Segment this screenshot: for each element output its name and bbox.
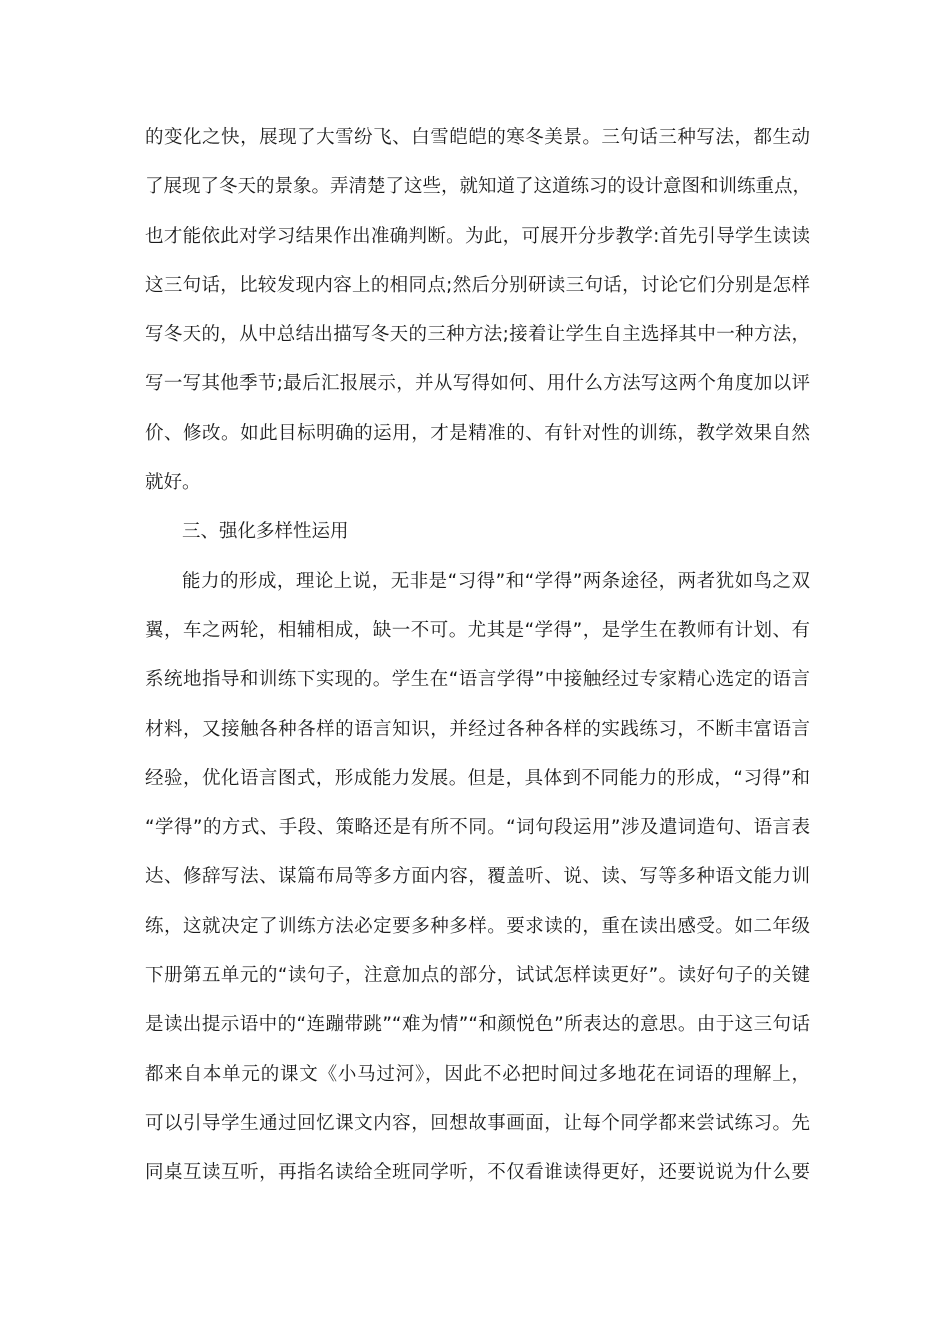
text-line: 这三句话，比较发现内容上的相同点;然后分别研读三句话，讨论它们分别是怎样 bbox=[145, 274, 810, 296]
text-line: 也才能依此对学习结果作出准确判断。为此，可展开分步教学:首先引导学生读读 bbox=[145, 225, 810, 247]
text-line: 达、修辞写法、谋篇布局等多方面内容，覆盖听、说、读、写等多种语文能力训 bbox=[145, 866, 810, 888]
text-line: 可以引导学生通过回忆课文内容，回想故事画面，让每个同学都来尝试练习。先 bbox=[145, 1112, 810, 1134]
text-line: 能力的形成，理论上说，无非是“习得”和“学得”两条途径，两者犹如鸟之双 bbox=[182, 570, 810, 592]
text-line: 就好。 bbox=[145, 472, 201, 494]
text-line: 练，这就决定了训练方法必定要多种多样。要求读的，重在读出感受。如二年级 bbox=[145, 915, 810, 937]
text-line: 了展现了冬天的景象。弄清楚了这些，就知道了这道练习的设计意图和训练重点， bbox=[145, 176, 812, 198]
document-body bbox=[145, 120, 810, 1205]
text-line: 翼，车之两轮，相辅相成，缺一不可。尤其是“学得”，是学生在教师有计划、有 bbox=[145, 619, 810, 641]
text-line: 系统地指导和训练下实现的。学生在“语言学得”中接触经过专家精心选定的语言 bbox=[145, 669, 810, 691]
text-line: 都来自本单元的课文《小马过河》，因此不必把时间过多地花在词语的理解上， bbox=[145, 1063, 810, 1085]
text-line: “学得”的方式、手段、策略还是有所不同。“词句段运用”涉及遣词造句、语言表 bbox=[145, 817, 810, 839]
section-heading-text: 三、强化多样性运用 bbox=[182, 521, 349, 543]
text-line: 写一写其他季节;最后汇报展示，并从写得如何、用什么方法写这两个角度加以评 bbox=[145, 373, 810, 395]
text-line: 同桌互读互听，再指名读给全班同学听，不仅看谁读得更好，还要说说为什么要 bbox=[145, 1162, 810, 1184]
text-line: 是读出提示语中的“连蹦带跳”“难为情”“和颜悦色”所表达的意思。由于这三句话 bbox=[145, 1014, 810, 1036]
text-line: 经验，优化语言图式，形成能力发展。但是，具体到不同能力的形成，“习得”和 bbox=[145, 767, 810, 789]
section-heading bbox=[145, 514, 810, 563]
text-line: 价、修改。如此目标明确的运用，才是精准的、有针对性的训练，教学效果自然 bbox=[145, 422, 810, 444]
paragraph-p2 bbox=[145, 564, 810, 1205]
text-line: 材料，又接触各种各样的语言知识，并经过各种各样的实践练习，不断丰富语言 bbox=[145, 718, 810, 740]
text-line: 下册第五单元的“读句子，注意加点的部分，试试怎样读更好”。读好句子的关键 bbox=[145, 965, 810, 987]
text-line: 写冬天的，从中总结出描写冬天的三种方法;接着让学生自主选择其中一种方法， bbox=[145, 324, 810, 346]
text-line: 的变化之快，展现了大雪纷飞、白雪皑皑的寒冬美景。三句话三种写法，都生动 bbox=[145, 127, 810, 148]
paragraph-p1 bbox=[145, 120, 810, 514]
